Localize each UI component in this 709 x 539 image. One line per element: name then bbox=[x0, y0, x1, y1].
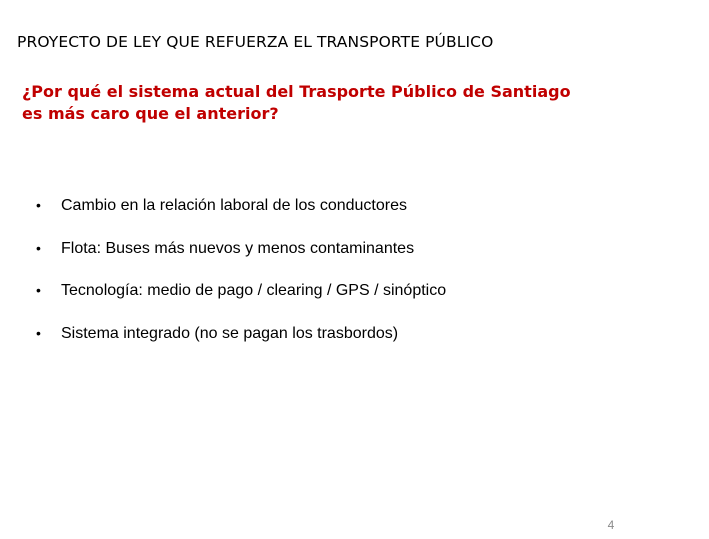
subtitle-line-1: ¿Por qué el sistema actual del Trasporte Público de Santiago bbox=[22, 82, 571, 101]
bullet-text: Cambio en la relación laboral de los conductores bbox=[61, 197, 407, 214]
page-number: 4 bbox=[607, 518, 615, 532]
bullet-item bbox=[36, 194, 446, 237]
bullet-text: Tecnología: medio de pago / clearing / GPS / sinóptico bbox=[61, 282, 447, 299]
bullet-item bbox=[36, 322, 446, 365]
bullet-dot-icon: • bbox=[36, 197, 41, 213]
bullet-list bbox=[36, 194, 446, 364]
bullet-item bbox=[36, 279, 446, 322]
bullet-text: Flota: Buses más nuevos y menos contaminantes bbox=[61, 239, 415, 257]
bullet-dot-icon: • bbox=[36, 239, 41, 256]
bullet-dot-icon: • bbox=[36, 282, 41, 298]
slide-subtitle bbox=[22, 81, 662, 125]
bullet-item bbox=[36, 237, 446, 280]
subtitle-line-2: es más caro que el anterior? bbox=[22, 104, 279, 123]
bullet-dot-icon: • bbox=[36, 324, 41, 341]
slide-title: PROYECTO DE LEY QUE REFUERZA EL TRANSPORTE PÚBLICO bbox=[17, 33, 494, 51]
bullet-text: Sistema integrado (no se pagan los trasbordos) bbox=[61, 324, 399, 342]
